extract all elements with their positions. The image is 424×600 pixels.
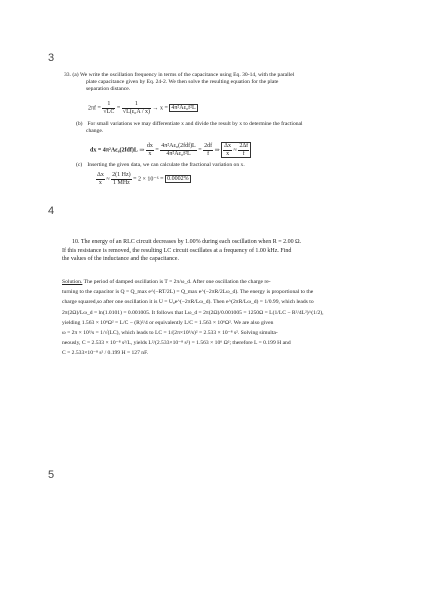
paragraph-text: For small variations we may differentiate x and divide the result by x to determine the fractional — [87, 121, 303, 127]
numerator: 2Δf — [239, 143, 249, 149]
fraction — [146, 143, 154, 157]
denominator: f — [207, 150, 210, 157]
denominator: x — [98, 179, 102, 186]
numerator: 1 — [102, 101, 115, 109]
equation-frequency — [88, 101, 198, 115]
problem-33-part-c — [64, 162, 364, 169]
problem-10-statement — [62, 238, 372, 264]
equation-text: ⇒ — [139, 147, 145, 154]
denominator: √LC — [103, 108, 115, 115]
problem-number: 33. — [64, 72, 71, 78]
boxed-answer: 4π²Aε₀f²L — [171, 105, 196, 111]
equation-text: = 2 × 10⁻⁶ = — [133, 176, 164, 183]
paragraph-text: change. — [86, 128, 104, 134]
paragraph-text: charge squared,so after one oscillation it is U = U₀e^(−2πR/Lω_d). Then e^(2πR/Lω_d) = 1/0.99, which leads to — [62, 299, 314, 306]
fraction — [96, 172, 105, 186]
equation-text: ≈ — [106, 176, 110, 183]
fraction — [122, 101, 151, 115]
part-label: (a) — [72, 72, 79, 78]
equation-text: = — [155, 147, 159, 154]
paragraph-text: separation distance. — [86, 86, 131, 92]
numerator: dx — [146, 143, 153, 149]
equation-differential — [90, 142, 251, 158]
numerator: Δx — [97, 172, 104, 178]
equation-fractional-variation — [96, 172, 191, 186]
equation-text: ≈ — [233, 147, 237, 154]
part-label: (c) — [76, 162, 83, 168]
denominator: 4π²Aε₀f²L — [166, 150, 191, 157]
numerator: 2df — [204, 143, 213, 149]
fraction — [238, 143, 249, 157]
paragraph-text: neously, C = 2.533 × 10⁻⁸ s²/L, yields L²/(2.533×10⁻⁸ s²) = 1.563 × 10⁶ Ω²; therefore L = 0.199 H and — [62, 340, 291, 347]
denominator: x — [226, 150, 230, 157]
page-number: 5 — [48, 469, 55, 481]
problem-33-part-a — [64, 72, 364, 93]
boxed-answer: 0.0002% — [167, 176, 189, 182]
equation-text: = — [116, 105, 121, 112]
fraction — [203, 143, 213, 157]
numerator: 2(1 Hz) — [112, 172, 131, 178]
denominator: x — [148, 150, 152, 157]
equation-text: ⇒ — [214, 147, 220, 154]
fraction — [160, 143, 196, 157]
boxed-answer — [221, 142, 251, 158]
part-label: (b) — [76, 121, 83, 127]
paragraph-text: If this resistance is removed, the resulting LC circuit oscillates at a frequency of 1.00 kHz. Find — [62, 247, 292, 254]
equation-text: 2πf = — [88, 105, 101, 112]
paragraph-text: yielding 1.563 × 10⁶Ω² = L/C − (R)²/4 or equivalently L/C = 1.563 × 10⁶Ω². We are also given — [62, 319, 274, 326]
paragraph-text: We write the oscillation frequency in terms of the capacitance using Eq. 30-14, with the parallel — [79, 72, 295, 78]
paragraph-text: the values of the inductance and the capacitance. — [62, 256, 179, 262]
fraction — [223, 143, 232, 157]
equation-text: dx = 4π²Aε₀(2fdf)L — [90, 147, 138, 154]
denominator: 1 MHz — [112, 179, 130, 186]
problem-10-solution — [62, 277, 372, 359]
paragraph-text: turning to the capacitor is Q = Q_max e^(−RT/2L) = Q_max e^(−2πR/2Lω_d). The energy is proportional to the — [62, 289, 314, 296]
paragraph-text: C = 2.533×10⁻⁸ s² / 0.199 H = 127 nF. — [62, 350, 149, 357]
denominator: f — [242, 150, 245, 157]
paragraph-text: plate capacitance given by Eq. 24-2. We then solve the resulting equation for the plate — [86, 79, 279, 85]
paragraph-text: 2π(2Ω)/Lω_d = ln(1.0101) = 0.001005. It follows that Lω_d = 2π(2Ω)/0.001005 = 1250Ω = L(1/LC − R²/4L²)^(1/2), — [62, 309, 324, 316]
paragraph-text: ω = 2π × 10³/s = 1/√(LC), which leads to LC = 1/(2π×10³/s)² = 2.533 × 10⁻⁸ s². Solving simulta- — [62, 330, 278, 337]
fraction — [111, 172, 132, 186]
paragraph-text: The period of damped oscillation is T = 2π/ω_d. After one oscillation the charge re- — [83, 279, 271, 285]
equation-text: → x = — [152, 105, 168, 112]
equation-text: = — [198, 147, 202, 154]
page-number: 3 — [48, 52, 55, 64]
numerator: Δx — [224, 143, 232, 149]
solution-label: Solution. — [62, 279, 83, 285]
problem-33-part-b — [64, 121, 364, 135]
numerator: 1 — [122, 101, 151, 109]
fraction — [102, 101, 115, 115]
denominator: √L(ε₀A / x) — [122, 108, 151, 115]
page-number: 4 — [48, 205, 55, 217]
paragraph-text: Inserting the given data, we can calculate the fractional variation on x. — [87, 162, 245, 168]
paragraph-text: 10. The energy of an RLC circuit decreases by 1.00% during each oscillation when R = 2.00 Ω. — [72, 239, 302, 245]
numerator: 4π²Aε₀(2fdf)L — [161, 143, 196, 149]
